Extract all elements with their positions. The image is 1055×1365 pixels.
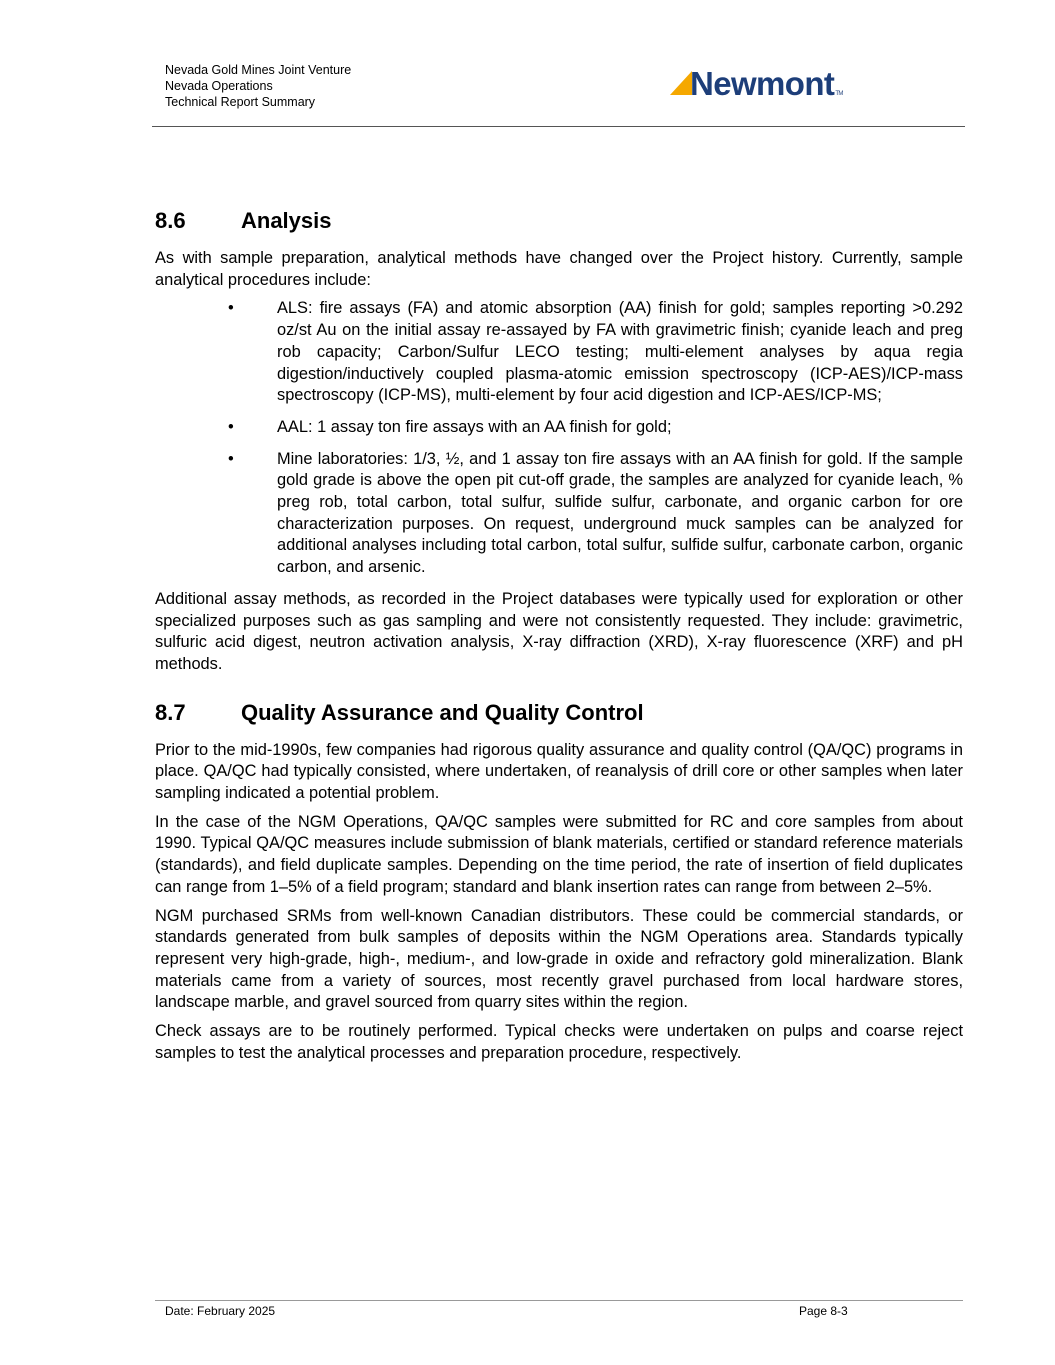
header-text-block	[165, 62, 351, 110]
list-item	[155, 449, 963, 579]
list-item-text: Mine laboratories: 1/3, ½, and 1 assay ton fire assays with an AA finish for gold. If the sample gold grade is above the open pit cut-off grade, the samples are analyzed for cyanide leach, % preg rob, total carbon, total sulfur, sulfide sulfur, carbonate, and organic carbon for ore characterization purposes. On request, underground muck samples can be analyzed for additional analyses including total carbon, total sulfur, sulfide sulfur, carbonate carbon, organic carbon, and arsenic.	[277, 449, 963, 577]
bullet-icon: •	[228, 299, 234, 318]
paragraph: Check assays are to be routinely performed. Typical checks were undertaken on pulps and coarse reject samples to test the analytical processes and preparation procedure, respectively.	[155, 1022, 963, 1062]
list-item	[155, 417, 963, 439]
logo-trademark: TM	[835, 91, 843, 97]
bullet-icon: •	[228, 417, 234, 436]
list-item-text: AAL: 1 assay ton fire assays with an AA finish for gold;	[277, 417, 672, 436]
header-line-company: Nevada Gold Mines Joint Venture	[165, 63, 352, 77]
paragraph: Prior to the mid-1990s, few companies had rigorous quality assurance and quality control (QA/QC) programs in place. QA/QC had typically consisted, where undertaken, of reanalysis of drill core or other samples when later sampling indicated a potential problem.	[155, 740, 963, 803]
section-heading-analysis	[155, 206, 963, 236]
footer-date: Date: February 2025	[165, 1304, 276, 1318]
page-number: Page 8-3	[799, 1304, 848, 1318]
paragraph: In the case of the NGM Operations, QA/QC samples were submitted for RC and core samples from about 1990. Typical QA/QC measures include submission of blank materials, certified or standard reference materials (standards), and field duplicate samples. Depending on the time period, the rate of insertion of field duplicates can range from 1–5% of a field program; standard and blank insertion rates can range from between 2–5%.	[155, 812, 963, 896]
section-heading-qaqc	[155, 698, 963, 728]
paragraph: NGM purchased SRMs from well-known Canadian distributors. These could be commercial standards, or standards generated from bulk samples of deposits within the NGM Operations area. Standards typically represent very high-grade, high-, medium-, and low-grade in oxide and refractory gold mineralization. Blank materials came from a variety of sources, most recently gravel purchased from local hardware stores, landscape marble, and gravel sourced from quarry sites within the region.	[155, 906, 963, 1012]
logo-triangle-icon	[670, 71, 692, 95]
logo-text: Newmont	[690, 65, 835, 102]
list-item	[155, 298, 963, 407]
section-number: 8.7	[155, 699, 186, 725]
footer-divider	[155, 1300, 963, 1301]
section-title: Quality Assurance and Quality Control	[241, 699, 644, 725]
paragraph: Additional assay methods, as recorded in the Project databases were typically used for exploration or other specialized purposes such as gas sampling and were not consistently requested. They include: gravimetric, sulfuric acid digest, neutron activation analysis, X-ray diffraction (XRD), X-ray fluorescence (XRF) and pH methods.	[155, 589, 963, 673]
bullet-list	[155, 298, 963, 578]
bullet-icon: •	[228, 449, 234, 468]
section-title: Analysis	[241, 208, 332, 233]
paragraph: As with sample preparation, analytical methods have changed over the Project history. Currently, sample analytical procedures include:	[155, 249, 963, 289]
logo-wordmark	[690, 64, 843, 114]
list-item-text: ALS: fire assays (FA) and atomic absorption (AA) finish for gold; samples reporting >0.292 oz/st Au on the initial assay re-assayed by FA with gravimetric finish; cyanide leach and preg rob capacity; Carbon/Sulfur LECO testing; multi-element analyses by aqua regia digestion/inductively coupled plasma-atomic emission spectroscopy (ICP-AES)/ICP-mass spectroscopy (ICP-MS), multi-element by four acid digestion and ICP-AES/ICP-MS;	[277, 299, 963, 405]
header-line-operations: Nevada Operations	[165, 79, 273, 93]
page-body	[155, 206, 963, 1072]
header-divider	[152, 126, 965, 127]
header-line-report: Technical Report Summary	[165, 95, 316, 109]
section-number: 8.6	[155, 208, 186, 233]
